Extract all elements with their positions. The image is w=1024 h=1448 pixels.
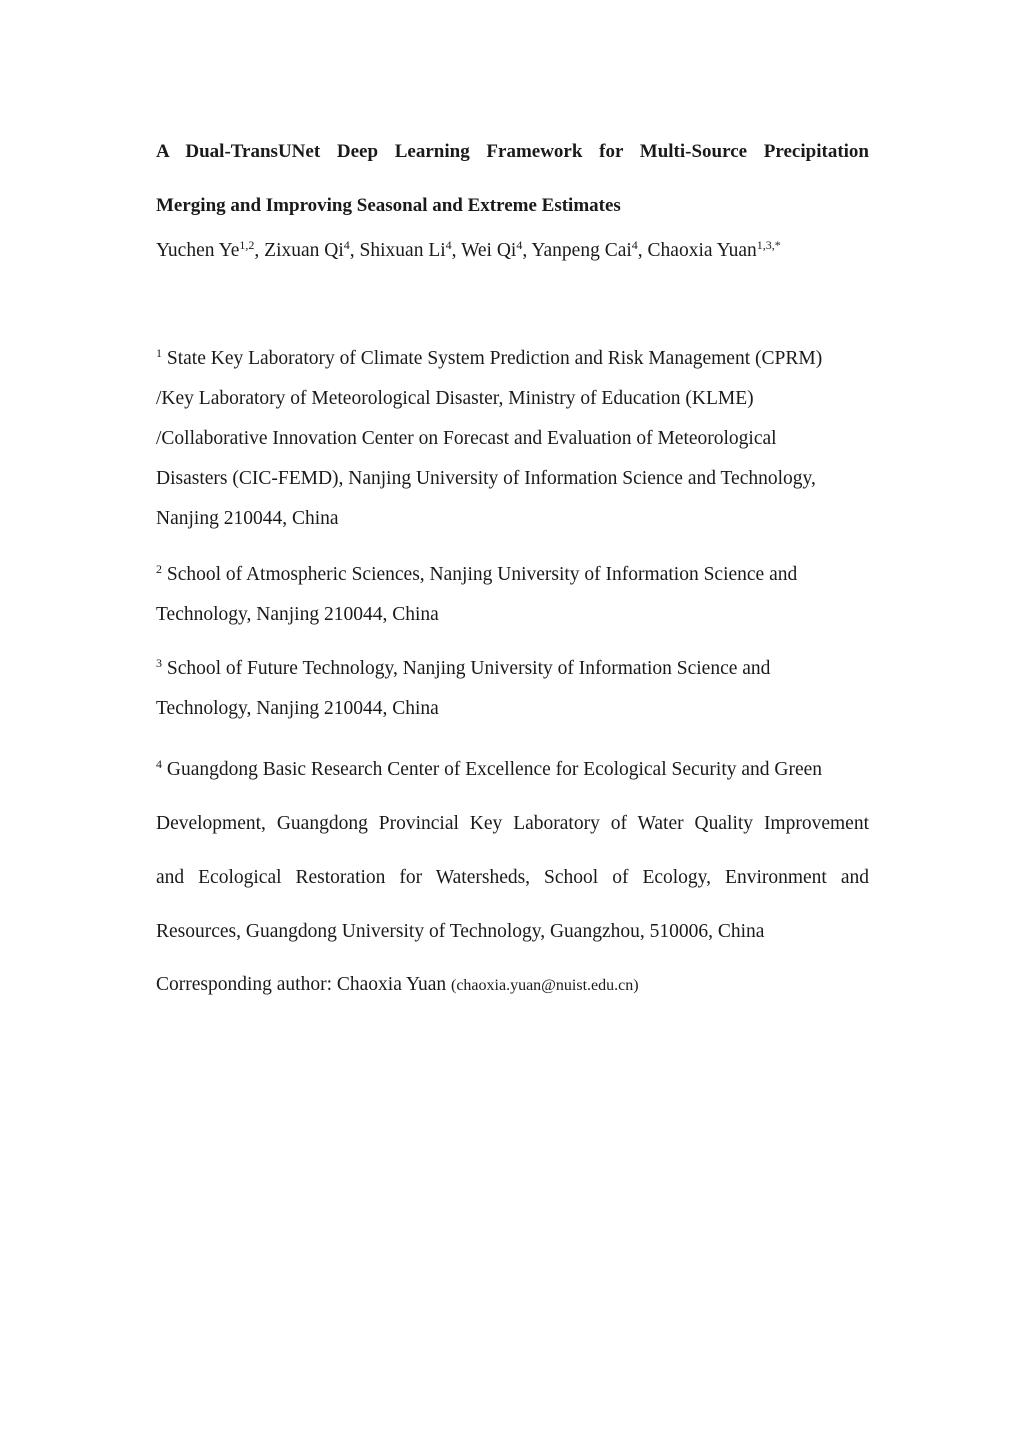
affiliation-number: 2 bbox=[156, 562, 162, 576]
affiliation-line: /Key Laboratory of Meteorological Disaster, Ministry of Education (KLME) bbox=[156, 388, 754, 409]
corresponding-author-label: Corresponding author: Chaoxia Yuan bbox=[156, 974, 447, 995]
affiliation-line: Nanjing 210044, China bbox=[156, 508, 339, 529]
affiliation-line: $^4$ Guangdong Basic Research Center of Excellence for Ecological Security and Green bbox=[156, 757, 823, 780]
affiliation-line: /Collaborative Innovation Center on Forecast and Evaluation of Meteorological bbox=[156, 428, 777, 449]
affiliation-line: Disasters (CIC-FEMD), Nanjing University of Information Science and Technology, bbox=[156, 468, 816, 489]
affiliation-line: and Ecological Restoration for Watersheds, School of Ecology, Environment and bbox=[156, 867, 869, 888]
affiliation-1 bbox=[156, 346, 869, 546]
affiliation-line: $^3$ School of Future Technology, Nanjing University of Information Science and bbox=[156, 656, 771, 679]
affiliation-line: $^2$ School of Atmospheric Sciences, Nanjing University of Information Science and bbox=[156, 562, 798, 585]
affiliation-line: Technology, Nanjing 210044, China bbox=[156, 698, 439, 719]
affiliation-number: 4 bbox=[156, 757, 162, 771]
author: Shixuan Li$^4$, bbox=[359, 238, 462, 261]
corresponding-author-email: (chaoxia.yuan@nuist.edu.cn) bbox=[450, 977, 639, 994]
affiliation-line: Resources, Guangdong University of Technology, Guangzhou, 510006, China bbox=[156, 921, 765, 942]
author: Yuchen Ye$^{1,2}$, bbox=[156, 238, 265, 261]
affiliation-line: $^1$ State Key Laboratory of Climate System Prediction and Risk Management (CPRM) bbox=[156, 346, 823, 369]
affiliation-number: 1 bbox=[156, 346, 162, 360]
author: Yanpeng Cai$^4$, bbox=[531, 238, 648, 261]
affiliation-line: Technology, Nanjing 210044, China bbox=[156, 604, 439, 625]
affiliation-3 bbox=[156, 656, 869, 736]
author: Chaoxia Yuan$^{1,3,*}$ bbox=[647, 238, 781, 261]
corresponding-author bbox=[156, 972, 639, 999]
affiliation-4 bbox=[156, 757, 869, 973]
paper-title-line-1: A Dual-TransUNet Deep Learning Framework for Multi-Source Precipitation bbox=[156, 141, 869, 162]
paper-title-line-2: Merging and Improving Seasonal and Extreme Estimates bbox=[156, 195, 621, 216]
affiliation-line: Development, Guangdong Provincial Key Laboratory of Water Quality Improvement bbox=[156, 813, 869, 834]
author: Wei Qi$^4$, bbox=[461, 238, 532, 261]
affiliation-number: 3 bbox=[156, 656, 162, 670]
affiliation-2 bbox=[156, 562, 869, 642]
author: Zixuan Qi$^4$, bbox=[264, 238, 360, 261]
author-list bbox=[156, 238, 781, 264]
